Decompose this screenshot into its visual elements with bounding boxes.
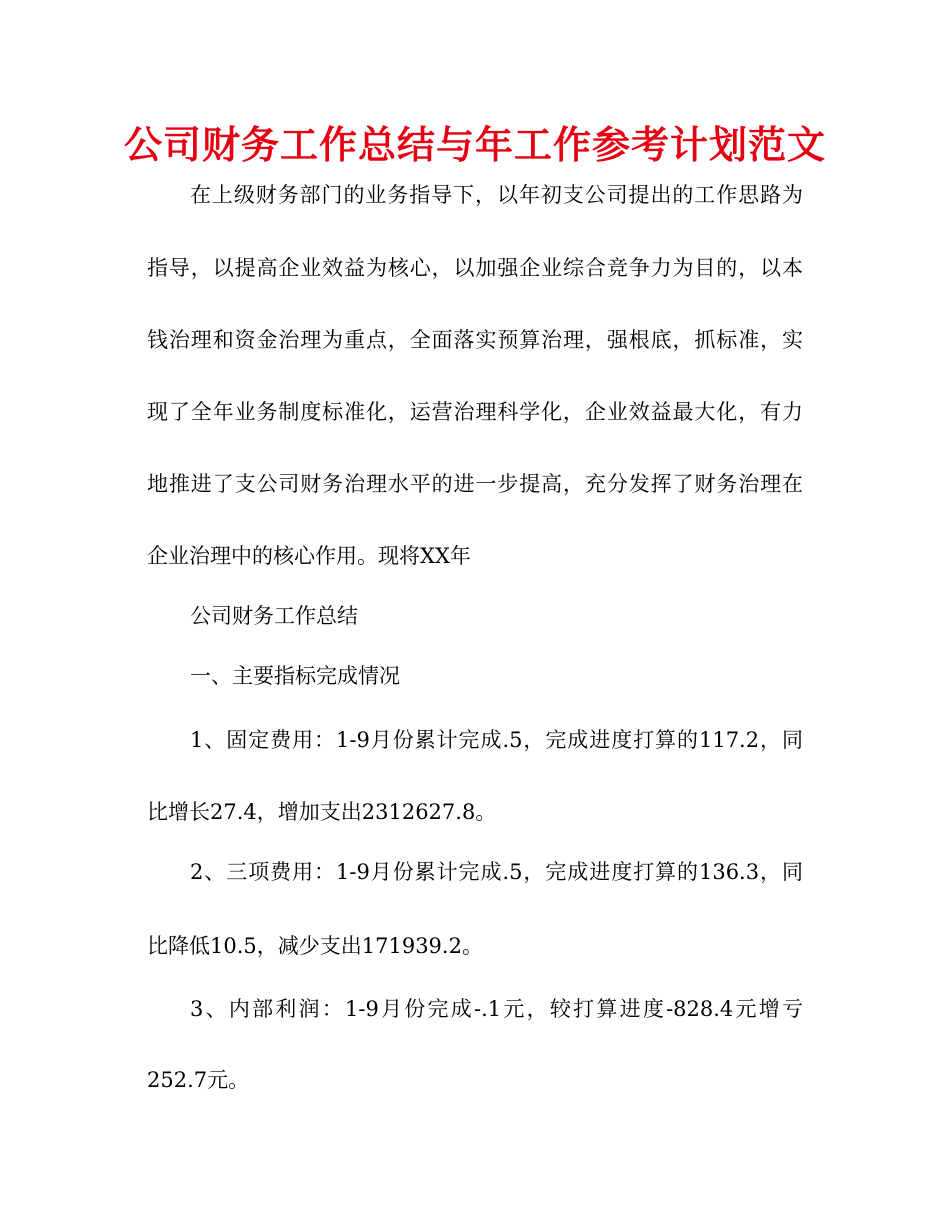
document-title: 公司财务工作总结与年工作参考计划范文	[123, 123, 826, 167]
paragraph-line: 现了全年业务制度标准化，运营治理科学化，企业效益最大化，有力	[147, 400, 803, 424]
list-item-line: 1、固定费用：1-9月份累计完成.5，完成进度打算的117.2，同	[190, 728, 803, 752]
paragraph-line: 指导，以提高企业效益为核心，以加强企业综合竞争力为目的，以本	[147, 256, 803, 280]
list-item-line: 252.7元。	[147, 1068, 250, 1092]
list-item-line: 比降低10.5，减少支出171939.2。	[147, 934, 483, 958]
paragraph-line: 企业治理中的核心作用。现将XX年	[147, 544, 471, 568]
list-item-line: 2、三项费用：1-9月份累计完成.5，完成进度打算的136.3，同	[190, 860, 803, 884]
list-item-line: 比增长27.4，增加支出2312627.8。	[147, 800, 497, 824]
paragraph-line: 钱治理和资金治理为重点，全面落实预算治理，强根底，抓标准，实	[147, 328, 803, 352]
paragraph-line: 地推进了支公司财务治理水平的进一步提高，充分发挥了财务治理在	[147, 472, 803, 496]
list-item-line: 3、内部利润：1-9月份完成-.1元，较打算进度-828.4元增亏	[190, 997, 803, 1021]
section-heading: 一、主要指标完成情况	[190, 664, 400, 688]
paragraph-line: 在上级财务部门的业务指导下，以年初支公司提出的工作思路为	[190, 183, 803, 207]
section-title: 公司财务工作总结	[190, 604, 358, 628]
